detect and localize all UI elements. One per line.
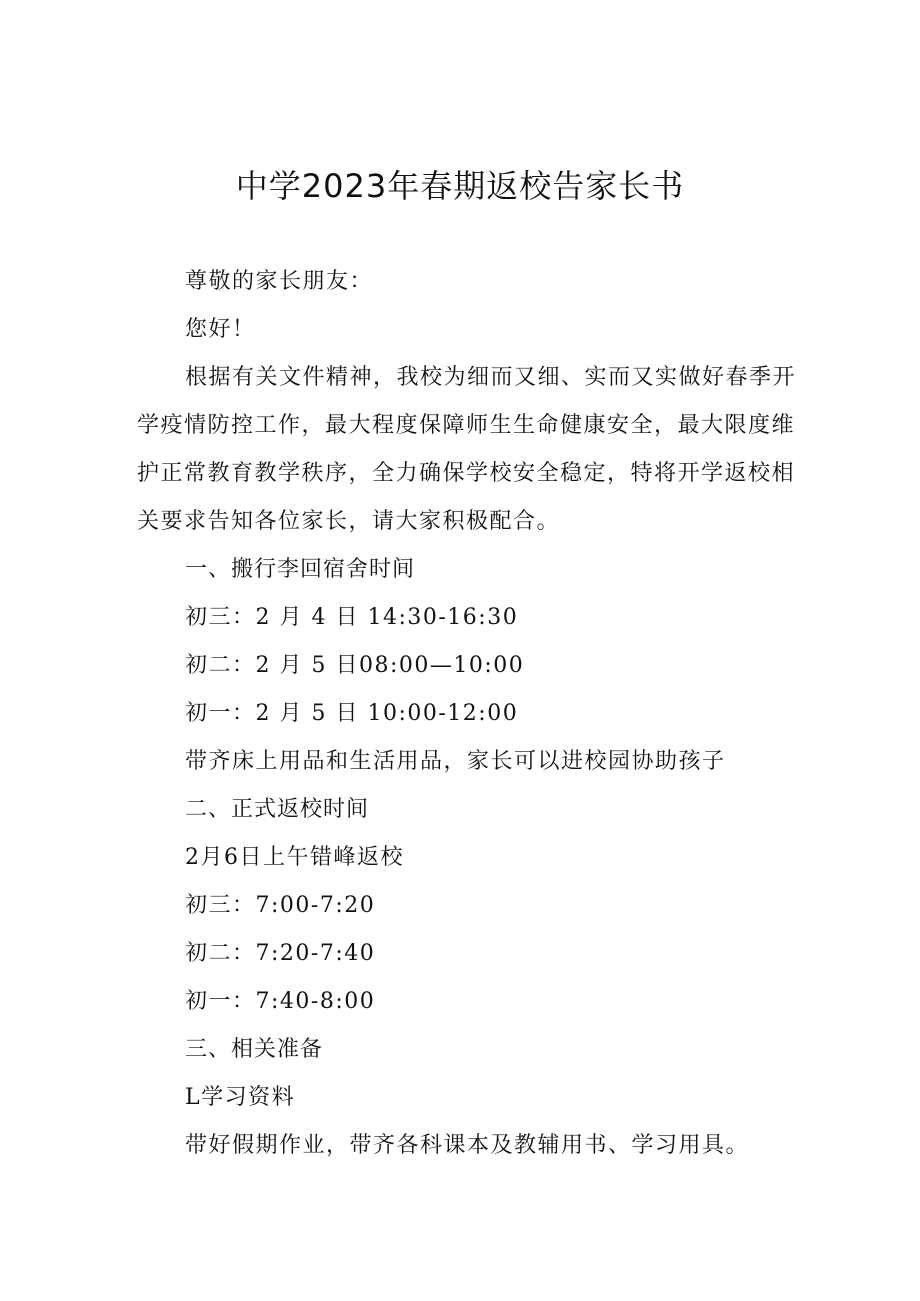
hello: 您好！ (185, 317, 256, 342)
section2-item: 2月6日上午错峰返校 (185, 845, 404, 870)
greeting: 尊敬的家长朋友： (185, 269, 374, 294)
section1-item: 初三：2 月 4 日 14:30-16:30 (185, 605, 519, 630)
section2-item: 初三：7:00-7:20 (185, 893, 376, 918)
document-body (137, 258, 797, 1170)
section1-item: 初一：2 月 5 日 10:00-12:00 (185, 701, 519, 726)
section3-item: L学习资料 (185, 1085, 296, 1110)
section2-item: 初二：7:20-7:40 (185, 941, 376, 966)
intro-line-4: 关要求告知各位家长，请大家积极配合。 (137, 509, 561, 534)
section1-item: 带齐床上用品和生活用品，家长可以进校园协助孩子 (185, 749, 726, 774)
intro-line-2: 学疫情防控工作，最大程度保障师生生命健康安全，最大限度维 (137, 413, 796, 438)
intro-line-1 (137, 354, 797, 402)
section1-heading: 一、搬行李回宿舍时间 (185, 557, 416, 582)
section3-heading: 三、相关准备 (185, 1037, 324, 1062)
section3-item: 带好假期作业，带齐各科课本及教辅用书、学习用具。 (185, 1133, 750, 1158)
document-title: 中学2023年春期返校告家长书 (235, 167, 685, 205)
intro-line-3: 护正常教育教学秩序，全力确保学校安全稳定，特将开学返校相 (137, 461, 796, 486)
section2-item: 初一：7:40-8:00 (185, 989, 376, 1014)
section2-heading: 二、正式返校时间 (185, 797, 370, 822)
intro-line-1-text: 根据有关文件精神，我校为细而又细、实而又实做好春季开 (185, 365, 797, 390)
section1-item: 初二：2 月 5 日08:00—10:00 (185, 653, 525, 678)
